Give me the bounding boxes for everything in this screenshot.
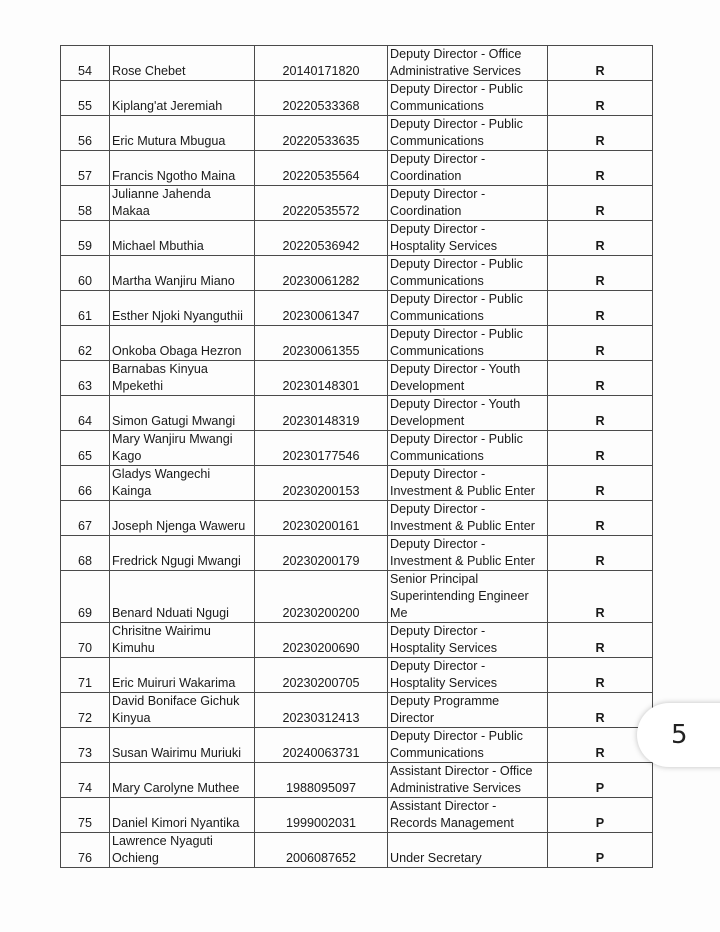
cell-line: Susan Wairimu Muriuki	[112, 746, 241, 760]
designation	[388, 693, 548, 728]
cell-line: Kinyua	[112, 711, 151, 725]
designation	[388, 116, 548, 151]
status-code: R	[548, 326, 653, 361]
table-row	[61, 501, 653, 536]
cell-line: Deputy Director - Public	[390, 257, 523, 271]
employee-name	[110, 833, 255, 868]
cell-line: Kiplang'at Jeremiah	[112, 99, 223, 113]
table-row	[61, 728, 653, 763]
personal-number: 20220533368	[255, 81, 388, 116]
table-row	[61, 536, 653, 571]
cell-line: Lawrence Nyaguti	[112, 834, 213, 848]
designation	[388, 361, 548, 396]
designation	[388, 221, 548, 256]
cell-line: Deputy Director -	[390, 222, 486, 236]
personal-number: 20230061355	[255, 326, 388, 361]
table-row	[61, 326, 653, 361]
cell-line: Investment & Public Enter	[390, 519, 535, 533]
cell-line: Fredrick Ngugi Mwangi	[112, 554, 241, 568]
designation	[388, 466, 548, 501]
row-number: 67	[61, 501, 110, 536]
cell-line: Communications	[390, 344, 484, 358]
cell-line: Deputy Director -	[390, 537, 486, 551]
cell-line: Deputy Director -	[390, 659, 486, 673]
row-number: 55	[61, 81, 110, 116]
designation	[388, 798, 548, 833]
personal-number: 2006087652	[255, 833, 388, 868]
table-row	[61, 151, 653, 186]
designation	[388, 186, 548, 221]
row-number: 74	[61, 763, 110, 798]
personal-number: 20230200705	[255, 658, 388, 693]
cell-line: Deputy Director - Public	[390, 327, 523, 341]
employee-name	[110, 728, 255, 763]
employee-name	[110, 431, 255, 466]
cell-line: Barnabas Kinyua	[112, 362, 208, 376]
employee-name	[110, 623, 255, 658]
personal-number: 20220533635	[255, 116, 388, 151]
employee-name	[110, 693, 255, 728]
row-number: 66	[61, 466, 110, 501]
cell-line: Communications	[390, 449, 484, 463]
status-code: P	[548, 798, 653, 833]
status-code: R	[548, 728, 653, 763]
status-code: R	[548, 466, 653, 501]
cell-line: Joseph Njenga Waweru	[112, 519, 246, 533]
cell-line: Superintending Engineer	[390, 589, 529, 603]
table-row	[61, 396, 653, 431]
cell-line: Martha Wanjiru Miano	[112, 274, 235, 288]
table-row	[61, 833, 653, 868]
designation	[388, 326, 548, 361]
personal-number: 20230200161	[255, 501, 388, 536]
row-number: 70	[61, 623, 110, 658]
status-code: R	[548, 256, 653, 291]
status-code: R	[548, 291, 653, 326]
cell-line: Deputy Director - Public	[390, 432, 523, 446]
row-number: 62	[61, 326, 110, 361]
designation	[388, 46, 548, 81]
cell-line: Deputy Director -	[390, 187, 486, 201]
status-code: R	[548, 501, 653, 536]
cell-line: Investment & Public Enter	[390, 484, 535, 498]
cell-line: Julianne Jahenda Makaa	[112, 187, 211, 218]
row-number: 68	[61, 536, 110, 571]
table-row	[61, 571, 653, 623]
cell-line: Esther Njoki Nyanguthii	[112, 309, 243, 323]
cell-line: Deputy Director -	[390, 467, 486, 481]
cell-line: Deputy Programme	[390, 694, 500, 708]
designation	[388, 291, 548, 326]
table-row	[61, 116, 653, 151]
roster-body	[61, 46, 653, 868]
personal-number: 20230200153	[255, 466, 388, 501]
employee-name	[110, 396, 255, 431]
table-row	[61, 623, 653, 658]
row-number: 65	[61, 431, 110, 466]
designation	[388, 571, 548, 623]
cell-line: Deputy Director - Public	[390, 117, 523, 131]
personal-number: 20230061282	[255, 256, 388, 291]
status-code: R	[548, 221, 653, 256]
table-row	[61, 798, 653, 833]
designation	[388, 623, 548, 658]
designation	[388, 658, 548, 693]
cell-line: Chrisitne Wairimu	[112, 624, 211, 638]
status-code: R	[548, 116, 653, 151]
cell-line: Deputy Director - Youth	[390, 362, 521, 376]
cell-line: Deputy Director - Youth	[390, 397, 521, 411]
row-number: 60	[61, 256, 110, 291]
employee-name	[110, 116, 255, 151]
cell-line: Investment & Public Enter	[390, 554, 535, 568]
table-row	[61, 466, 653, 501]
cell-line: Deputy Director - Public	[390, 729, 523, 743]
designation	[388, 396, 548, 431]
cell-line: Records Management	[390, 816, 514, 830]
cell-line: Eric Muiruri Wakarima	[112, 676, 236, 690]
personal-number: 20240063731	[255, 728, 388, 763]
cell-line: Eric Mutura Mbugua	[112, 134, 226, 148]
table-row	[61, 81, 653, 116]
cell-line: Administrative Services	[390, 64, 521, 78]
personal-number: 20230061347	[255, 291, 388, 326]
cell-line: Mpekethi	[112, 379, 164, 393]
employee-name	[110, 501, 255, 536]
page-number: 5	[671, 720, 688, 750]
cell-line: Gladys Wangechi	[112, 467, 211, 481]
table-row	[61, 693, 653, 728]
row-number: 69	[61, 571, 110, 623]
row-number: 72	[61, 693, 110, 728]
cell-line: Ochieng	[112, 851, 159, 865]
cell-line: Daniel Kimori Nyantika	[112, 816, 240, 830]
designation	[388, 536, 548, 571]
cell-line: Senior Principal	[390, 572, 479, 586]
cell-line: Mary Wanjiru Mwangi	[112, 432, 233, 446]
cell-line: Assistant Director -	[390, 799, 497, 813]
status-code: R	[548, 151, 653, 186]
employee-name	[110, 361, 255, 396]
personal-number: 20220536942	[255, 221, 388, 256]
employee-name	[110, 221, 255, 256]
personal-number: 1988095097	[255, 763, 388, 798]
status-code: P	[548, 763, 653, 798]
row-number: 76	[61, 833, 110, 868]
cell-line: Hosptality Services	[390, 641, 498, 655]
status-code: R	[548, 623, 653, 658]
cell-line: Francis Ngotho Maina	[112, 169, 236, 183]
row-number: 59	[61, 221, 110, 256]
employee-name	[110, 466, 255, 501]
personal-number: 20230148319	[255, 396, 388, 431]
row-number: 54	[61, 46, 110, 81]
employee-name	[110, 326, 255, 361]
personal-number: 20230200200	[255, 571, 388, 623]
status-code: R	[548, 186, 653, 221]
table-row	[61, 431, 653, 466]
cell-line: Communications	[390, 746, 484, 760]
designation	[388, 833, 548, 868]
employee-name	[110, 186, 255, 221]
row-number: 73	[61, 728, 110, 763]
table-row	[61, 256, 653, 291]
cell-line: Kago	[112, 449, 142, 463]
personal-number: 20230200690	[255, 623, 388, 658]
personal-number: 20220535572	[255, 186, 388, 221]
designation	[388, 763, 548, 798]
cell-line: Administrative Services	[390, 781, 521, 795]
row-number: 57	[61, 151, 110, 186]
status-code: R	[548, 658, 653, 693]
cell-line: Deputy Director -	[390, 152, 486, 166]
table-row	[61, 46, 653, 81]
cell-line: Mary Carolyne Muthee	[112, 781, 240, 795]
cell-line: Communications	[390, 134, 484, 148]
cell-line: Hosptality Services	[390, 676, 498, 690]
personal-number: 20230177546	[255, 431, 388, 466]
cell-line: Kimuhu	[112, 641, 155, 655]
cell-line: Development	[390, 379, 465, 393]
designation	[388, 151, 548, 186]
status-code: R	[548, 431, 653, 466]
row-number: 56	[61, 116, 110, 151]
personal-number: 20220535564	[255, 151, 388, 186]
row-number: 64	[61, 396, 110, 431]
employee-name	[110, 571, 255, 623]
cell-line: Onkoba Obaga Hezron	[112, 344, 242, 358]
employee-name	[110, 798, 255, 833]
employee-name	[110, 291, 255, 326]
cell-line: Deputy Director -	[390, 624, 486, 638]
cell-line: Kainga	[112, 484, 152, 498]
row-number: 61	[61, 291, 110, 326]
table-row	[61, 361, 653, 396]
cell-line: Coordination	[390, 169, 462, 183]
cell-line: Communications	[390, 274, 484, 288]
status-code: R	[548, 571, 653, 623]
status-code: P	[548, 833, 653, 868]
cell-line: Simon Gatugi Mwangi	[112, 414, 236, 428]
cell-line: Me	[390, 606, 408, 620]
designation	[388, 728, 548, 763]
designation	[388, 501, 548, 536]
table-row	[61, 763, 653, 798]
cell-line: Hosptality Services	[390, 239, 498, 253]
status-code: R	[548, 361, 653, 396]
table-row	[61, 291, 653, 326]
personal-number: 20230200179	[255, 536, 388, 571]
table-row	[61, 186, 653, 221]
personal-number: 20230312413	[255, 693, 388, 728]
table-row	[61, 221, 653, 256]
cell-line: Deputy Director -	[390, 502, 486, 516]
status-code: R	[548, 693, 653, 728]
status-code: R	[548, 81, 653, 116]
cell-line: Deputy Director - Public	[390, 292, 523, 306]
personal-number: 1999002031	[255, 798, 388, 833]
cell-line: Assistant Director - Office	[390, 764, 533, 778]
cell-line: Benard Nduati Ngugi	[112, 606, 229, 620]
personal-number: 20230148301	[255, 361, 388, 396]
row-number: 58	[61, 186, 110, 221]
employee-name	[110, 658, 255, 693]
row-number: 75	[61, 798, 110, 833]
row-number: 63	[61, 361, 110, 396]
employee-name	[110, 256, 255, 291]
employee-name	[110, 763, 255, 798]
employee-name	[110, 536, 255, 571]
employee-name	[110, 46, 255, 81]
cell-line: Deputy Director - Public	[390, 82, 523, 96]
cell-line: Communications	[390, 99, 484, 113]
cell-line: David Boniface Gichuk	[112, 694, 240, 708]
status-code: R	[548, 396, 653, 431]
status-code: R	[548, 46, 653, 81]
cell-line: Coordination	[390, 204, 462, 218]
cell-line: Rose Chebet	[112, 64, 186, 78]
row-number: 71	[61, 658, 110, 693]
cell-line: Communications	[390, 309, 484, 323]
employee-name	[110, 81, 255, 116]
page-number-badge[interactable]	[637, 703, 720, 767]
status-code: R	[548, 536, 653, 571]
staff-roster-table	[60, 45, 653, 868]
table-row	[61, 658, 653, 693]
designation	[388, 256, 548, 291]
cell-line: Deputy Director - Office	[390, 47, 522, 61]
designation	[388, 81, 548, 116]
personal-number: 20140171820	[255, 46, 388, 81]
cell-line: Director	[390, 711, 435, 725]
employee-name	[110, 151, 255, 186]
cell-line: Development	[390, 414, 465, 428]
cell-line: Michael Mbuthia	[112, 239, 204, 253]
cell-line: Under Secretary	[390, 851, 482, 865]
designation	[388, 431, 548, 466]
